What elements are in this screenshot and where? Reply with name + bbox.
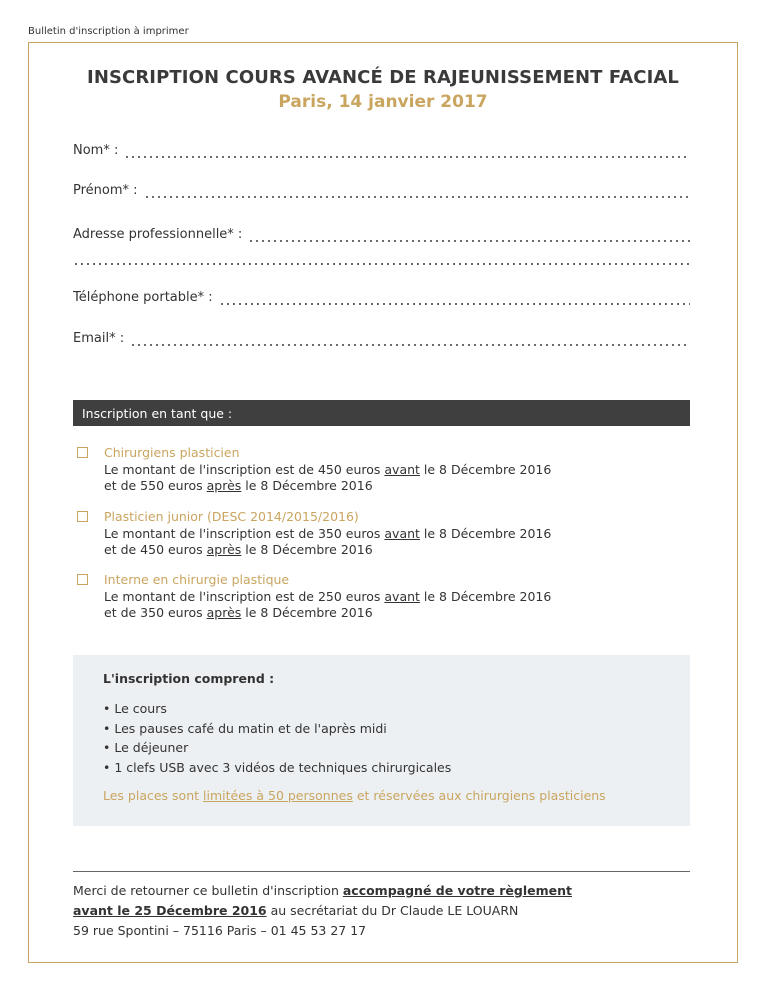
adresse-dotted-line <box>248 232 690 242</box>
places-note: Les places sont limitées à 50 personnes et réservées aux chirurgiens plasticiens <box>103 788 606 803</box>
telephone-label: Téléphone portable* : <box>73 290 213 305</box>
adresse-label: Adresse professionnelle* : <box>73 227 243 242</box>
adresse-dotted-line-2 <box>73 255 690 265</box>
footer-address: 59 rue Spontini – 75116 Paris – 01 45 53 27 17 <box>73 923 367 938</box>
email-dotted-line <box>130 336 690 346</box>
email-field[interactable] <box>73 331 690 346</box>
option-title: Plasticien junior (DESC 2014/2015/2016) <box>104 509 359 524</box>
adresse-field[interactable] <box>73 227 690 242</box>
nom-dotted-line <box>124 148 690 158</box>
form-title: INSCRIPTION COURS AVANCÉ DE RAJEUNISSEMENT FACIAL <box>87 67 679 88</box>
nom-field[interactable] <box>73 143 690 158</box>
option-price-line: et de 350 euros après le 8 Décembre 2016 <box>104 605 373 620</box>
telephone-field[interactable] <box>73 290 690 305</box>
checkbox[interactable] <box>77 511 88 522</box>
registration-form <box>28 42 738 963</box>
option-price-line: Le montant de l'inscription est de 450 euros avant le 8 Décembre 2016 <box>104 461 552 477</box>
list-item: • Les pauses café du matin et de l'après midi <box>103 720 387 736</box>
telephone-dotted-line <box>219 295 690 305</box>
form-subtitle: Paris, 14 janvier 2017 <box>278 92 488 112</box>
list-item: • Le cours <box>103 701 167 716</box>
option-title: Interne en chirurgie plastique <box>104 572 290 587</box>
option-price-line: Le montant de l'inscription est de 350 euros avant le 8 Décembre 2016 <box>104 525 552 541</box>
option-price-line: et de 550 euros après le 8 Décembre 2016 <box>104 478 373 493</box>
includes-title: L'inscription comprend : <box>103 671 275 686</box>
prenom-dotted-line <box>144 188 690 198</box>
option-title: Chirurgiens plasticien <box>104 445 240 460</box>
prenom-label: Prénom* : <box>73 183 138 198</box>
list-item: • Le déjeuner <box>103 740 189 755</box>
list-item: • 1 clefs USB avec 3 vidéos de techniques chirurgicales <box>103 759 452 775</box>
print-label: Bulletin d'inscription à imprimer <box>28 26 189 37</box>
includes-panel <box>73 655 690 826</box>
option-price-line: Le montant de l'inscription est de 250 euros avant le 8 Décembre 2016 <box>104 588 552 604</box>
option-price-line: et de 450 euros après le 8 Décembre 2016 <box>104 542 373 557</box>
checkbox[interactable] <box>77 574 88 585</box>
footer-line: Merci de retourner ce bulletin d'inscription accompagné de votre règlement <box>73 883 572 898</box>
includes-list <box>103 699 451 777</box>
email-label: Email* : <box>73 331 125 346</box>
footer-instructions <box>73 881 572 941</box>
checkbox[interactable] <box>77 447 88 458</box>
divider <box>73 871 690 872</box>
adresse-field-line2[interactable] <box>73 255 690 265</box>
footer-line: avant le 25 Décembre 2016 au secrétariat du Dr Claude LE LOUARN <box>73 903 519 918</box>
nom-label: Nom* : <box>73 143 119 158</box>
prenom-field[interactable] <box>73 183 690 198</box>
section-header: Inscription en tant que : <box>73 400 690 426</box>
